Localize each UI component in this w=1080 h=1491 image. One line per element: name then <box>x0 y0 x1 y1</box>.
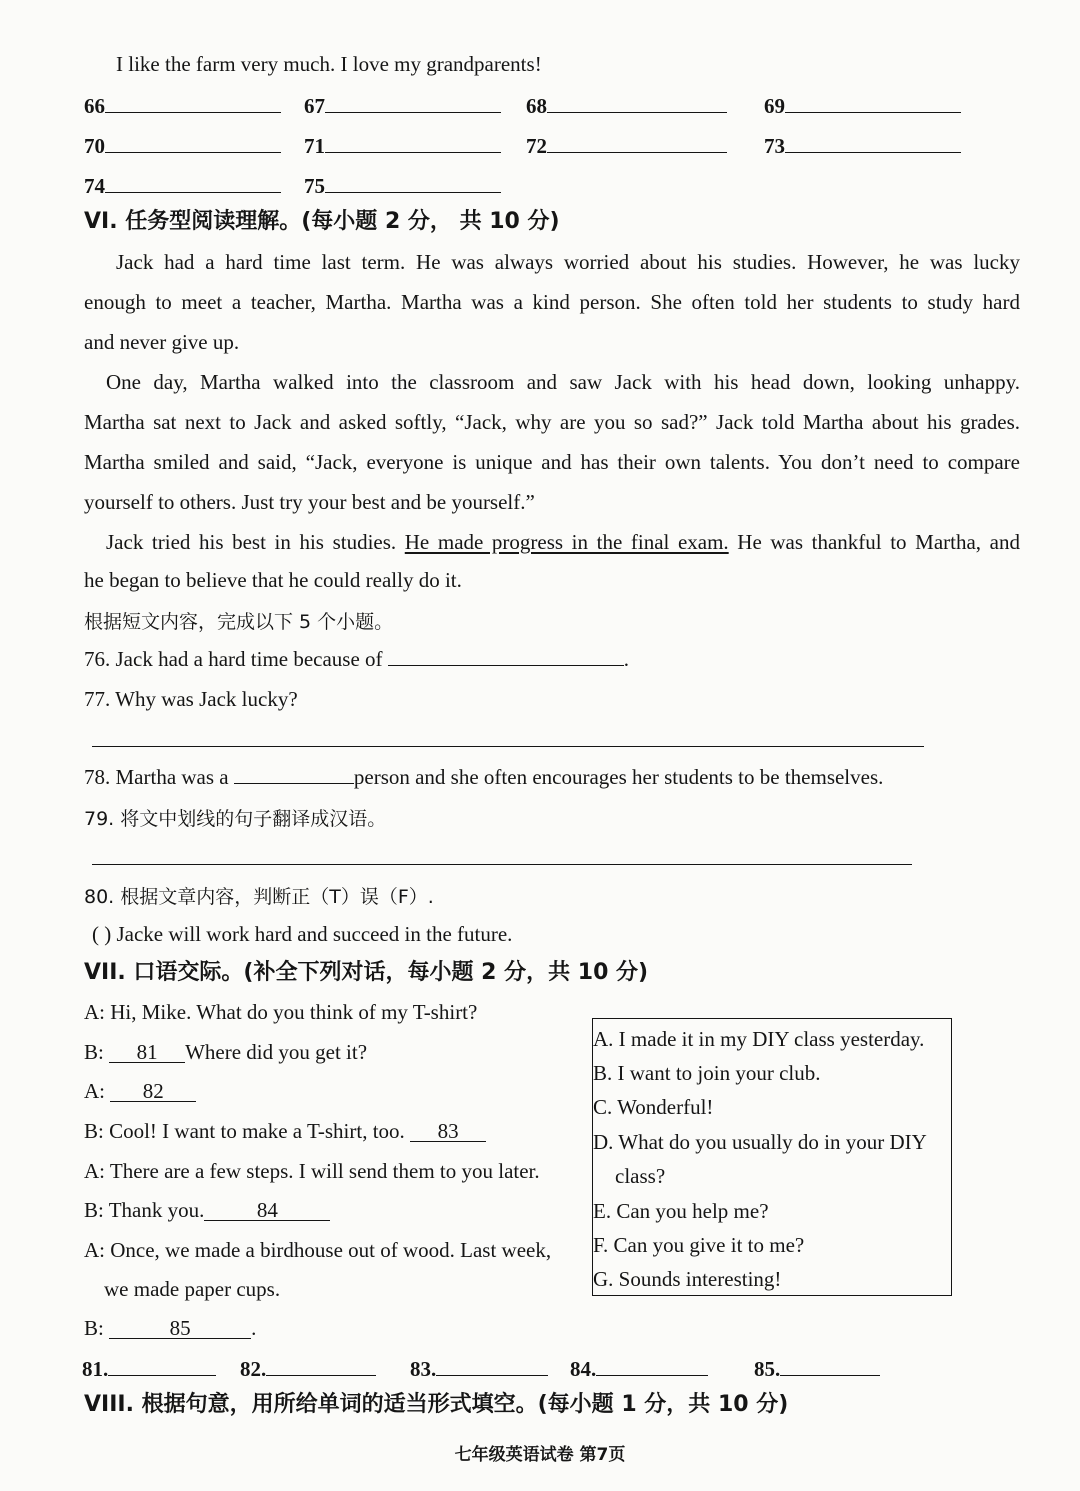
option-c: C. Wonderful! <box>593 1095 714 1119</box>
dialogue-line-5: A: There are a few steps. I will send them to you later. <box>84 1159 540 1183</box>
answer-box-84[interactable]: 84. <box>570 1355 708 1382</box>
passage-p1-line3: and never give up. <box>84 330 240 354</box>
option-d-cont: class? <box>615 1164 666 1188</box>
answer-blank-73[interactable]: 73 <box>764 132 961 159</box>
answer-blank-83[interactable]: 83 <box>410 1121 486 1142</box>
passage-p3-line2: he began to believe that he could really do it. <box>84 568 462 592</box>
option-e: E. Can you help me? <box>593 1199 769 1223</box>
answer-blank-69[interactable]: 69 <box>764 92 961 119</box>
answer-line-77[interactable] <box>92 746 924 747</box>
answer-box-81[interactable]: 81. <box>82 1355 216 1382</box>
passage-p2-line1: One day, Martha walked into the classroom and saw Jack with his head down, looking unhappy. <box>106 370 1020 394</box>
section-6-instruction: 根据短文内容，完成以下 5 个小题。 <box>84 611 394 633</box>
answer-box-83[interactable]: 83. <box>410 1355 548 1382</box>
answer-blank-85[interactable]: 85 <box>109 1318 251 1339</box>
underlined-sentence: He made progress in the final exam. <box>404 530 729 554</box>
story-closing-line: I like the farm very much. I love my grandparents! <box>116 52 542 76</box>
page-footer: 七年级英语试卷 第7页 <box>454 1445 626 1465</box>
dialogue-line-7: A: Once, we made a birdhouse out of wood. Last week, <box>84 1238 552 1262</box>
answer-box-82[interactable]: 82. <box>240 1355 376 1382</box>
dialogue-line-3: A: 82 <box>84 1079 196 1104</box>
passage-p3-line1: Jack tried his best in his studies. He made progress in the final exam. He was thankful to Martha, and <box>106 530 1020 554</box>
passage-p1-line1: Jack had a hard time last term. He was always worried about his studies. However, he was lucky <box>116 250 1020 274</box>
question-76: 76. Jack had a hard time because of . <box>84 647 630 671</box>
answer-line-79[interactable] <box>92 864 912 865</box>
answer-blank-66[interactable]: 66 <box>84 92 281 119</box>
question-78: 78. Martha was a person and she often encourages her students to be themselves. <box>84 765 884 789</box>
section-7-heading: VII. 口语交际。(补全下列对话，每小题 2 分，共 10 分) <box>84 960 649 985</box>
passage-p2-line3: Martha smiled and said, “Jack, everyone is unique and has their own talents. You don’t need to compare <box>84 450 1020 474</box>
answer-blank-82[interactable]: 82 <box>110 1081 196 1102</box>
answer-blank-75[interactable]: 75 <box>304 172 501 199</box>
dialogue-line-7-cont: we made paper cups. <box>104 1277 281 1301</box>
option-f: F. Can you give it to me? <box>593 1233 805 1257</box>
dialogue-line-4: B: Cool! I want to make a T-shirt, too. 83 <box>84 1119 486 1144</box>
option-a: A. I made it in my DIY class yesterday. <box>593 1027 925 1051</box>
dialogue-line-2: B: 81 Where did you get it? <box>84 1040 368 1064</box>
question-79: 79. 将文中划线的句子翻译成汉语。 <box>84 808 387 830</box>
dialogue-line-8: B: 85 . <box>84 1316 257 1340</box>
answer-blank-67[interactable]: 67 <box>304 92 501 119</box>
passage-p1-line2: enough to meet a teacher, Martha. Martha was a kind person. She often told her students to study hard <box>84 290 1020 314</box>
passage-p2-line2: Martha sat next to Jack and asked softly, “Jack, why are you so sad?” Jack told Martha about his grades. <box>84 410 1020 434</box>
question-77: 77. Why was Jack lucky? <box>84 687 298 711</box>
answer-blank-74[interactable]: 74 <box>84 172 281 199</box>
answer-blank-84[interactable]: 84 <box>204 1200 330 1221</box>
option-g: G. Sounds interesting! <box>593 1267 782 1291</box>
options-box <box>592 1018 952 1296</box>
answer-blank-70[interactable]: 70 <box>84 132 281 159</box>
dialogue-line-1: A: Hi, Mike. What do you think of my T-shirt? <box>84 1000 478 1024</box>
answer-blank-68[interactable]: 68 <box>526 92 727 119</box>
section-6-heading: VI. 任务型阅读理解。(每小题 2 分， 共 10 分) <box>84 209 560 234</box>
answer-blank-78[interactable] <box>234 783 354 784</box>
answer-blank-72[interactable]: 72 <box>526 132 727 159</box>
answer-blank-76[interactable] <box>388 665 624 666</box>
question-80: 80. 根据文章内容，判断正（T）误（F）. <box>84 886 434 908</box>
answer-blank-81[interactable]: 81 <box>109 1042 185 1063</box>
option-d: D. What do you usually do in your DIY <box>593 1130 927 1154</box>
option-b: B. I want to join your club. <box>593 1061 821 1085</box>
question-80-statement[interactable]: ( ) Jacke will work hard and succeed in the future. <box>92 922 513 946</box>
passage-p2-line4: yourself to others. Just try your best and be yourself.” <box>84 490 535 514</box>
answer-blank-71[interactable]: 71 <box>304 132 501 159</box>
section-8-heading: VIII. 根据句意，用所给单词的适当形式填空。(每小题 1 分，共 10 分) <box>84 1392 789 1417</box>
answer-box-85[interactable]: 85. <box>754 1355 880 1382</box>
dialogue-line-6: B: Thank you. 84 <box>84 1198 330 1223</box>
